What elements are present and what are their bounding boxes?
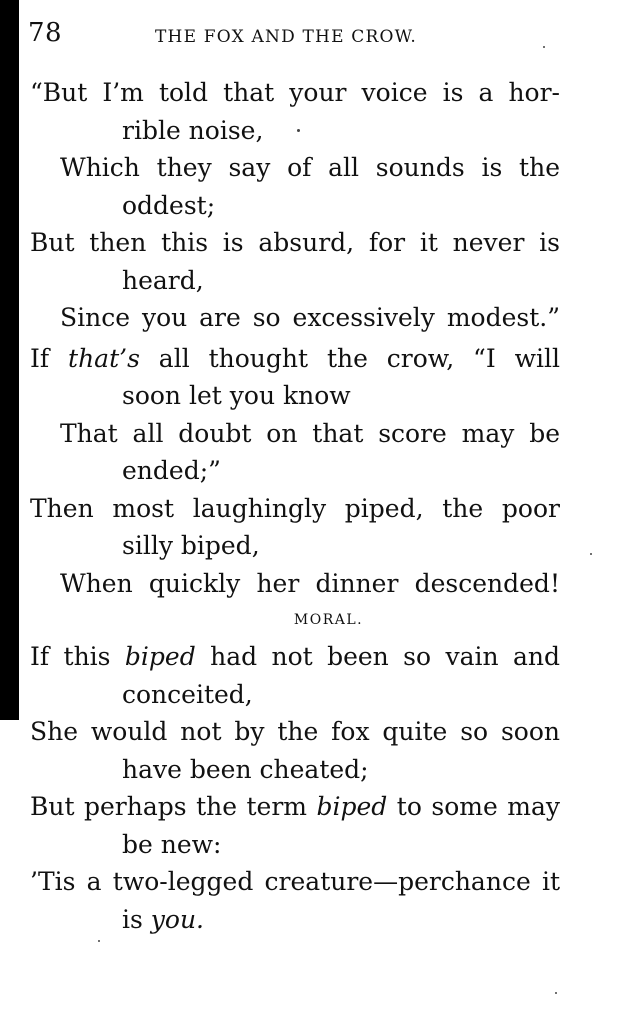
- verse-line: ’Tis a two-legged creature—perchance it: [30, 867, 560, 896]
- print-speck: [98, 940, 100, 942]
- stanza-1: [0, 74, 637, 337]
- verse-text: is: [122, 904, 151, 934]
- verse-continuation: ended;”: [122, 456, 221, 485]
- verse-continuation: soon let you know: [122, 381, 351, 410]
- print-speck: [297, 129, 300, 132]
- verse-line: Then most laughingly piped, the poor: [30, 493, 560, 523]
- verse-line: [30, 638, 560, 676]
- verse-text: all thought the crow, “I will: [139, 343, 560, 373]
- verse-text: If this: [30, 642, 125, 671]
- italic-word: biped: [316, 792, 388, 821]
- verse-text: had not been so vain and: [195, 642, 560, 671]
- page-header: [0, 16, 637, 56]
- verse-continuation: heard,: [122, 265, 204, 295]
- stanza-2: [0, 340, 637, 603]
- italic-word: you.: [150, 904, 205, 934]
- print-speck: [543, 46, 545, 48]
- italic-word: that’s: [68, 343, 140, 373]
- verse-continuation: have been cheated;: [122, 754, 369, 784]
- verse-text: If: [30, 343, 69, 373]
- verse-text: to some may: [387, 792, 560, 821]
- verse-continuation: conceited,: [122, 679, 253, 709]
- italic-word: biped: [124, 642, 196, 671]
- verse-line: But then this is absurd, for it never is: [30, 228, 560, 257]
- verse-continuation: oddest;: [122, 190, 216, 220]
- verse-continuation: silly biped,: [122, 531, 260, 560]
- verse-line: She would not by the fox quite so soon: [30, 717, 560, 746]
- print-speck: [555, 992, 557, 994]
- verse-line: That all doubt on that score may be: [60, 418, 560, 448]
- moral-heading: MORAL.: [293, 612, 364, 628]
- verse-continuation: rible noise,: [122, 115, 264, 145]
- poem-text: [0, 74, 637, 938]
- verse-line: Since you are so excessively modest.”: [60, 303, 560, 332]
- verse-line: [30, 340, 560, 378]
- running-title: THE FOX AND THE CROW.: [155, 27, 417, 47]
- verse-continuation: be new:: [122, 829, 222, 859]
- verse-line: [30, 788, 560, 826]
- verse-continuation: [122, 901, 560, 939]
- verse-text: But perhaps the term: [30, 792, 317, 821]
- print-speck: [590, 553, 592, 555]
- verse-line: Which they say of all sounds is the: [60, 153, 560, 182]
- page-number: 78: [28, 18, 63, 48]
- verse-line: When quickly her dinner descended!: [60, 568, 560, 598]
- verse-line: “But I’m told that your voice is a hor-: [30, 78, 560, 107]
- moral-stanza: [0, 638, 637, 938]
